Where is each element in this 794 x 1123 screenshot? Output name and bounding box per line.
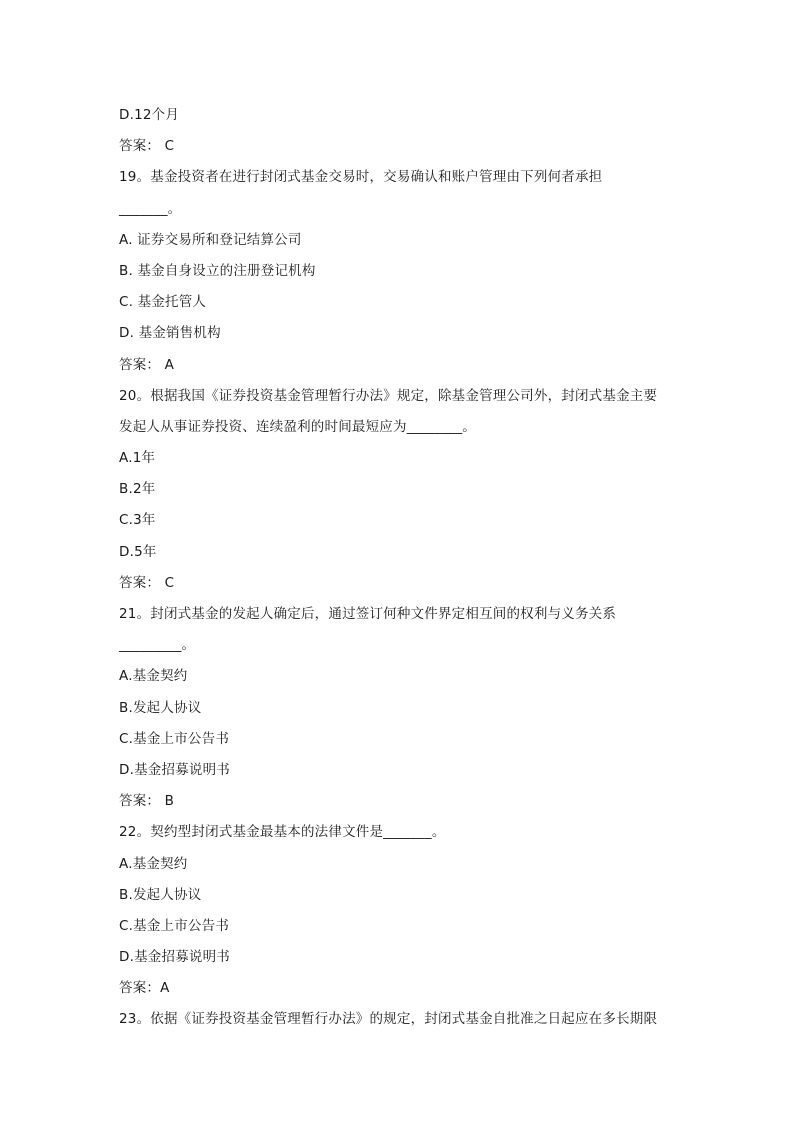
option-line: D.基金招募说明书: [119, 761, 230, 778]
option-line: B.2年: [119, 481, 156, 498]
question-22-line: 22。契约型封闭式基金最基本的法律文件是_______。: [119, 824, 446, 841]
option-line: D.12个月: [119, 107, 180, 123]
option-line: B. 基金自身设立的注册登记机构: [119, 262, 316, 279]
answer-line: 答案： B: [119, 793, 175, 810]
question-23-line: 23。依据《证券投资基金管理暂行办法》的规定，封闭式基金自批准之日起应在多长期限: [119, 1011, 658, 1028]
option-line: D.基金招募说明书: [119, 949, 230, 966]
option-line: B.发起人协议: [119, 886, 202, 903]
option-line: D.5年: [119, 543, 157, 560]
question-19-blank-line: _______。: [119, 200, 182, 217]
option-line: A.基金契约: [119, 855, 188, 872]
answer-line: 答案： A: [119, 356, 175, 373]
question-21-blank-line: _________。: [119, 637, 196, 654]
option-line: C.3年: [119, 512, 156, 529]
answer-line: 答案： C: [119, 138, 175, 155]
question-text-block: [119, 100, 679, 1036]
option-line: C. 基金托管人: [119, 294, 207, 311]
answer-line: 答案：A: [119, 980, 170, 997]
question-20-line-continued: 发起人从事证券投资、连续盈利的时间最短应为________。: [119, 418, 476, 435]
question-20-line: 20。根据我国《证券投资基金管理暂行办法》规定，除基金管理公司外，封闭式基金主要: [119, 387, 658, 404]
option-line: B.发起人协议: [119, 699, 202, 716]
answer-line: 答案： C: [119, 574, 175, 591]
question-21-line: 21。封闭式基金的发起人确定后，通过签订何种文件界定相互间的权利与义务关系: [119, 606, 617, 622]
option-line: C.基金上市公告书: [119, 917, 230, 934]
option-line: A.基金契约: [119, 668, 188, 685]
option-line: C.基金上市公告书: [119, 730, 230, 747]
question-19-line: 19。基金投资者在进行封闭式基金交易时，交易确认和账户管理由下列何者承担: [119, 169, 603, 186]
option-line: A. 证券交易所和登记结算公司: [119, 231, 302, 248]
option-line: A.1年: [119, 450, 156, 467]
option-line: D. 基金销售机构: [119, 325, 221, 342]
